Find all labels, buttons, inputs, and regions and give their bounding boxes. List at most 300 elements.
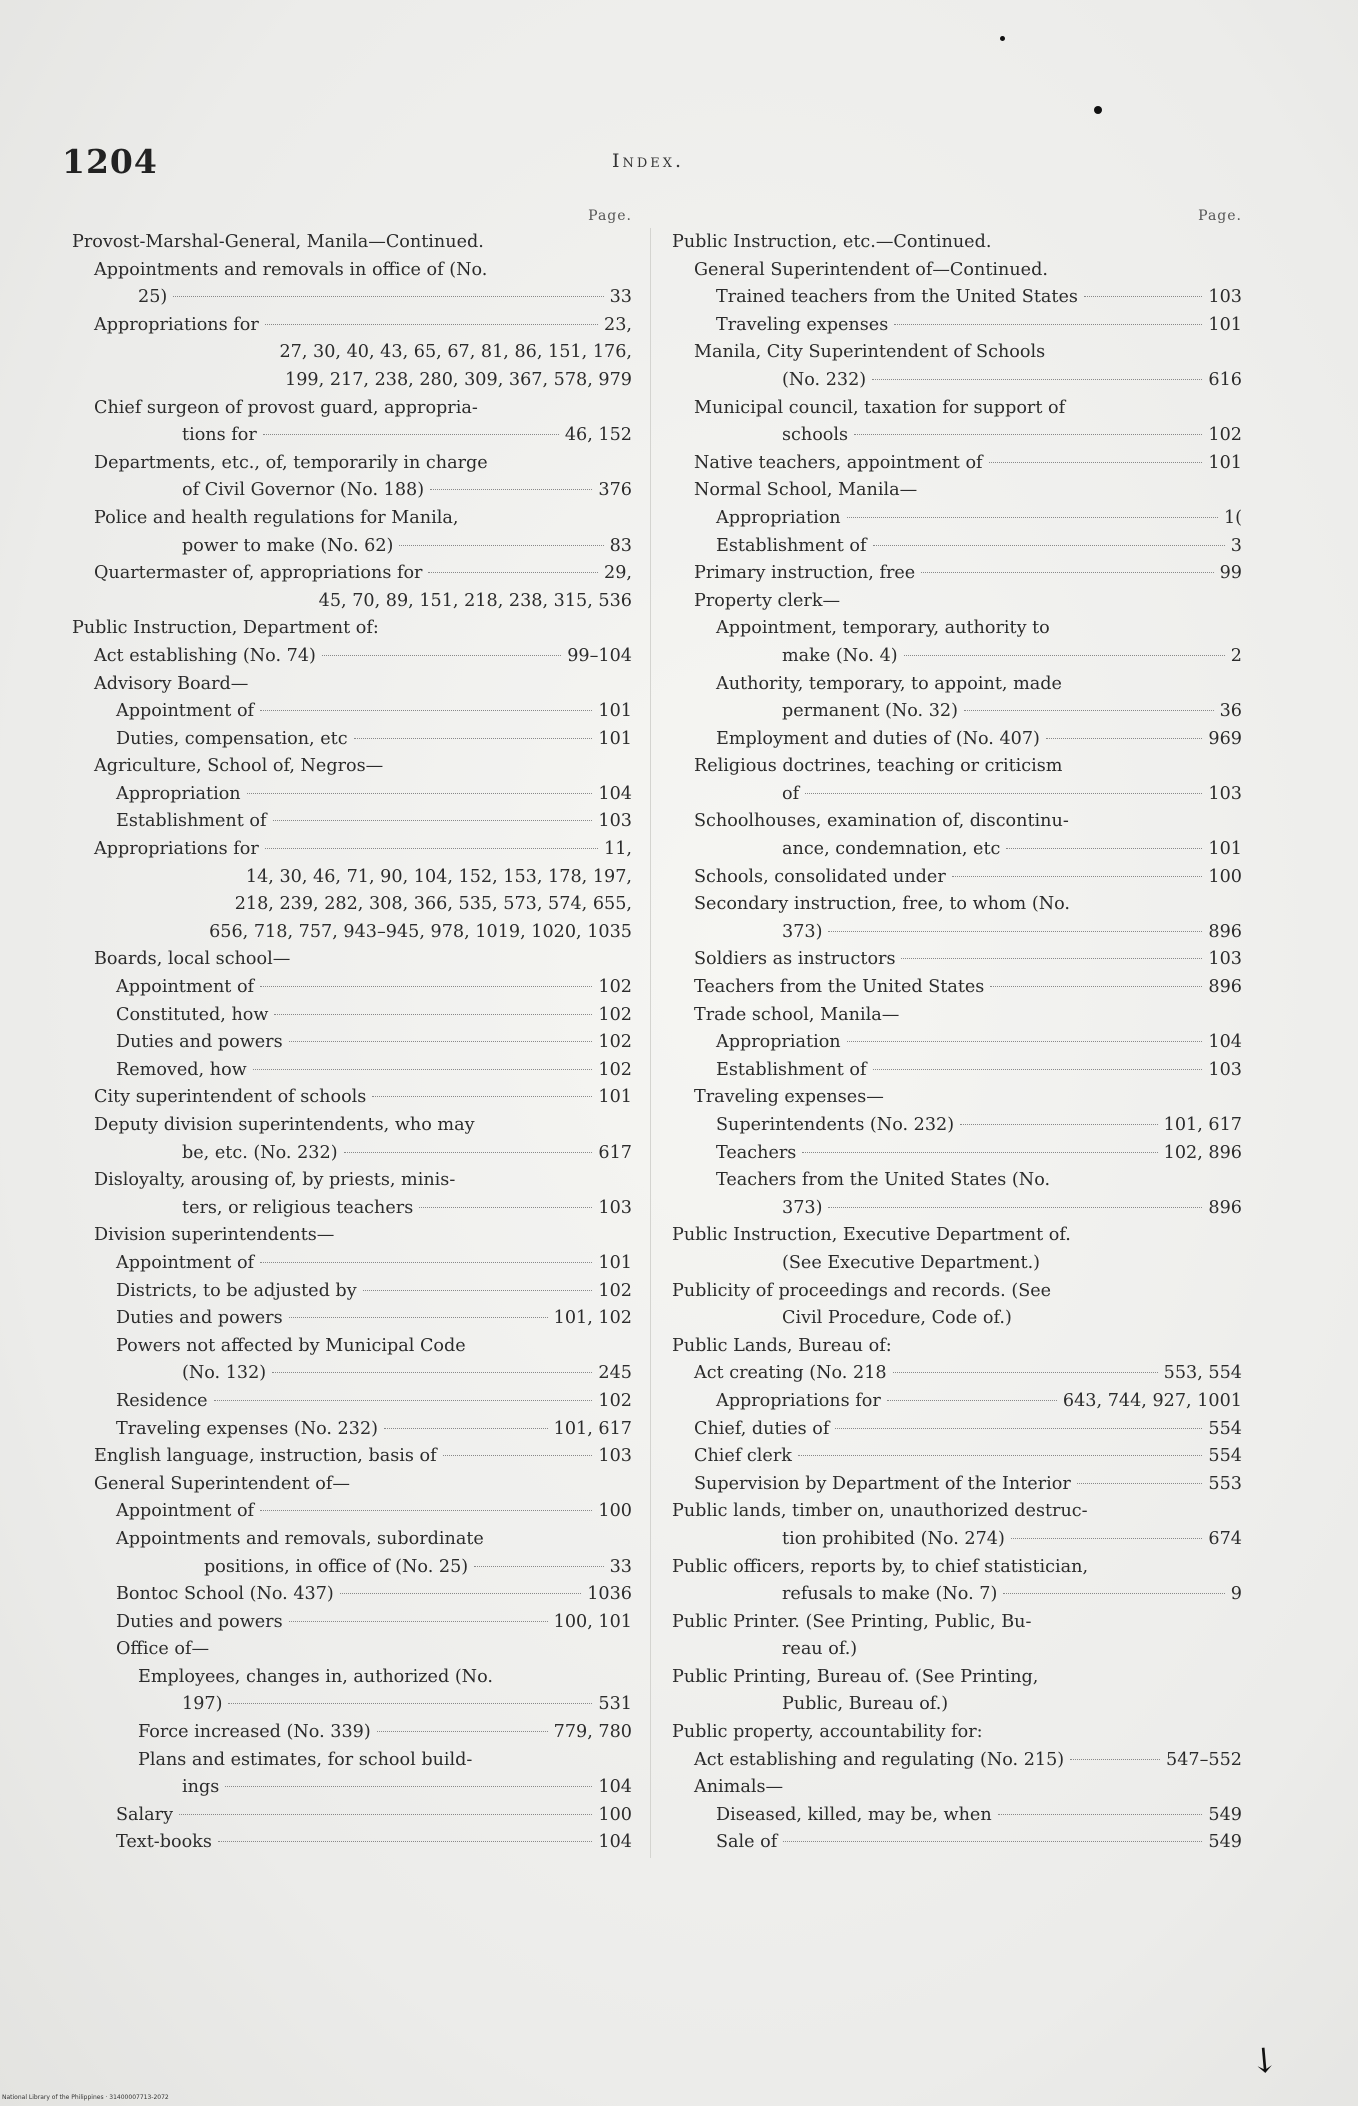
entry-text: Traveling expenses (No. 232) [116, 1418, 378, 1439]
entry-page-ref: 103 [598, 1446, 632, 1467]
dot-leader [964, 710, 1214, 711]
dot-leader [214, 1400, 593, 1401]
entry-text: (No. 232) [782, 369, 867, 390]
dot-leader [835, 1428, 1202, 1429]
index-entries-right [672, 229, 1242, 1857]
index-entry [672, 946, 1242, 974]
entry-page-ref: 101 [598, 1252, 632, 1273]
index-entry [672, 1002, 1242, 1030]
index-entry [72, 560, 632, 588]
dot-leader [873, 545, 1225, 546]
dot-leader [828, 931, 1202, 932]
entry-page-ref: 101 [1208, 314, 1242, 335]
entry-text: 656, 718, 757, 943–945, 978, 1019, 1020, 1035 [209, 921, 632, 942]
entry-text: of Civil Governor (No. 188) [182, 480, 425, 501]
entry-text: Appointment, temporary, authority to [716, 618, 1050, 639]
entry-page-ref: 643, 744, 927, 1001 [1062, 1390, 1242, 1411]
entry-page-ref: 100, 101 [553, 1611, 632, 1632]
corner-mark: ↘ [1240, 2035, 1289, 2085]
entry-text: Primary instruction, free [694, 563, 916, 584]
dot-leader [179, 1814, 592, 1815]
index-entry [672, 1305, 1242, 1333]
index-entry [672, 477, 1242, 505]
entry-text: Office of— [116, 1639, 210, 1660]
entry-text: tion prohibited (No. 274) [782, 1528, 1005, 1549]
index-entry [72, 1719, 632, 1747]
dot-leader [430, 489, 592, 490]
index-entry [72, 864, 632, 892]
running-head: Index. [612, 150, 685, 172]
entry-page-ref: 99 [1219, 563, 1242, 584]
entry-text: Act creating (No. 218 [694, 1363, 887, 1384]
entry-text: Establishment of [716, 1059, 867, 1080]
index-entry [72, 1691, 632, 1719]
index-entry [72, 1829, 632, 1857]
entry-text: Manila, City Superintendent of Schools [694, 342, 1046, 363]
entry-text: ance, condemnation, etc [782, 839, 1001, 860]
index-entry [672, 1526, 1242, 1554]
index-entry [672, 615, 1242, 643]
entry-page-ref: 101 [598, 728, 632, 749]
index-entry [672, 726, 1242, 754]
entry-text: Chief, duties of [694, 1418, 830, 1439]
dot-leader [952, 876, 1203, 877]
entry-text: Authority, temporary, to appoint, made [716, 673, 1062, 694]
entry-text: Force increased (No. 339) [138, 1722, 371, 1743]
dot-leader [340, 1593, 581, 1594]
entry-text: Duties, compensation, etc [116, 728, 348, 749]
entry-text: Public property, accountability for: [672, 1722, 983, 1743]
entry-page-ref: 102 [598, 1032, 632, 1053]
entry-page-ref: 549 [1208, 1832, 1242, 1853]
dot-leader [399, 545, 603, 546]
index-entry [72, 698, 632, 726]
entry-text: Powers not affected by Municipal Code [116, 1335, 466, 1356]
entry-text: Plans and estimates, for school build- [138, 1749, 473, 1770]
index-entry [672, 1029, 1242, 1057]
entry-text: Act establishing (No. 74) [94, 645, 316, 666]
entry-text: Public officers, reports by, to chief statistician, [672, 1556, 1089, 1577]
dot-leader [253, 1069, 593, 1070]
index-entry [672, 1774, 1242, 1802]
page-column-label: Page. [588, 208, 632, 224]
index-entry [72, 1278, 632, 1306]
entry-text: Agriculture, School of, Negros— [94, 756, 384, 777]
dot-leader [1006, 848, 1202, 849]
entry-page-ref: 103 [598, 811, 632, 832]
index-entry [672, 1140, 1242, 1168]
entry-text: Teachers [716, 1142, 797, 1163]
entry-text: refusals to make (No. 7) [782, 1584, 998, 1605]
entry-page-ref: 549 [1208, 1804, 1242, 1825]
dot-leader [218, 1841, 593, 1842]
entry-text: Appointment of [116, 1252, 255, 1273]
entry-text: Publicity of proceedings and records. (See [672, 1280, 1052, 1301]
dot-leader [260, 710, 592, 711]
index-entry [72, 974, 632, 1002]
entry-text: English language, instruction, basis of [94, 1446, 437, 1467]
entry-page-ref: 104 [598, 783, 632, 804]
index-entry [672, 1691, 1242, 1719]
index-entry [672, 257, 1242, 285]
entry-text: Appropriations for [94, 314, 259, 335]
entry-page-ref: 376 [598, 480, 632, 501]
dot-leader [904, 655, 1225, 656]
dot-leader [1084, 296, 1203, 297]
entry-page-ref: 102 [598, 1390, 632, 1411]
entry-page-ref: 99–104 [567, 645, 632, 666]
index-entry [672, 1333, 1242, 1361]
dot-leader [783, 1841, 1202, 1842]
index-entry [672, 1747, 1242, 1775]
dot-leader [990, 986, 1202, 987]
dot-leader [354, 738, 593, 739]
index-entry [72, 1581, 632, 1609]
dot-leader [1070, 1759, 1160, 1760]
index-entry [672, 808, 1242, 836]
index-entry [672, 1471, 1242, 1499]
index-entry [72, 1333, 632, 1361]
index-entry [72, 533, 632, 561]
dot-leader [998, 1814, 1203, 1815]
dot-leader [228, 1703, 592, 1704]
index-entry [72, 1498, 632, 1526]
index-entry [672, 1609, 1242, 1637]
index-entry [72, 919, 632, 947]
index-entry [72, 422, 632, 450]
dot-leader [419, 1207, 592, 1208]
index-entry [672, 229, 1242, 257]
entry-text: be, etc. (No. 232) [182, 1142, 338, 1163]
index-entry [72, 1388, 632, 1416]
index-entry [72, 1195, 632, 1223]
entry-text: Police and health regulations for Manila, [94, 507, 459, 528]
index-entry [672, 1581, 1242, 1609]
entry-text: positions, in office of (No. 25) [204, 1556, 469, 1577]
entry-text: Trained teachers from the United States [716, 287, 1078, 308]
entry-page-ref: 36 [1219, 701, 1242, 722]
entry-text: Traveling expenses [716, 314, 889, 335]
entry-page-ref: 103 [1208, 287, 1242, 308]
index-entry [672, 395, 1242, 423]
index-entry [72, 1002, 632, 1030]
entry-page-ref: 896 [1208, 1197, 1242, 1218]
index-entry [672, 891, 1242, 919]
ink-speck [1094, 106, 1102, 114]
entry-page-ref: 245 [598, 1363, 632, 1384]
dot-leader [960, 1124, 1158, 1125]
entry-text: Appropriation [716, 507, 841, 528]
index-entry [72, 1167, 632, 1195]
index-entry [72, 1747, 632, 1775]
entry-text: make (No. 4) [782, 645, 898, 666]
entry-page-ref: 1036 [587, 1584, 632, 1605]
entry-page-ref: 103 [1208, 1059, 1242, 1080]
entry-page-ref: 554 [1208, 1446, 1242, 1467]
entry-text: Public Printer. (See Printing, Public, Bu- [672, 1611, 1032, 1632]
dot-leader [260, 1510, 592, 1511]
index-entry [672, 1084, 1242, 1112]
entry-text: Property clerk— [694, 590, 841, 611]
entry-text: 199, 217, 238, 280, 309, 367, 578, 979 [285, 369, 632, 390]
dot-leader [873, 1069, 1203, 1070]
entry-text: 27, 30, 40, 43, 65, 67, 81, 86, 151, 176, [279, 342, 632, 363]
entry-text: Chief clerk [694, 1446, 792, 1467]
entry-page-ref: 101 [1208, 839, 1242, 860]
entry-page-ref: 103 [1208, 783, 1242, 804]
index-entry [672, 1195, 1242, 1223]
index-column-left [72, 208, 632, 1857]
dot-leader [802, 1152, 1157, 1153]
entry-text: reau of.) [782, 1639, 858, 1660]
index-entry [72, 395, 632, 423]
entry-text: General Superintendent of—Continued. [694, 259, 1048, 280]
dot-leader [263, 434, 559, 435]
entry-text: Appointments and removals in office of (No. [94, 259, 488, 280]
entry-text: 45, 70, 89, 151, 218, 238, 315, 536 [318, 590, 632, 611]
entry-text: Constituted, how [116, 1004, 269, 1025]
entry-text: (See Executive Department.) [782, 1252, 1041, 1273]
index-entry [72, 1222, 632, 1250]
entry-page-ref: 101, 617 [1163, 1115, 1242, 1135]
index-entry [672, 1829, 1242, 1857]
entry-page-ref: 100 [598, 1804, 632, 1825]
entry-text: Trade school, Manila— [694, 1004, 900, 1025]
page-number: 1204 [62, 142, 158, 181]
entry-text: Appointment of [116, 1501, 255, 1522]
index-entry [72, 1112, 632, 1140]
index-entry [672, 1388, 1242, 1416]
entry-page-ref: 617 [598, 1142, 632, 1163]
entry-page-ref: 102 [598, 1059, 632, 1080]
entry-page-ref: 101 [1208, 452, 1242, 473]
entry-page-ref: 103 [598, 1197, 632, 1218]
entry-page-ref: 33 [609, 287, 632, 308]
index-entry [672, 588, 1242, 616]
index-entry [672, 367, 1242, 395]
entry-page-ref: 102, 896 [1163, 1142, 1242, 1163]
dot-leader [805, 793, 1202, 794]
index-entry [72, 726, 632, 754]
index-entry [672, 1802, 1242, 1830]
index-entry [72, 891, 632, 919]
entry-text: Text-books [116, 1832, 212, 1853]
dot-leader [272, 1372, 592, 1373]
entry-text: Appropriation [116, 783, 241, 804]
entry-page-ref: 547–552 [1166, 1749, 1242, 1770]
index-entry [672, 974, 1242, 1002]
entry-text: Native teachers, appointment of [694, 452, 983, 473]
dot-leader [265, 324, 598, 325]
dot-leader [363, 1290, 593, 1291]
dot-leader [798, 1455, 1203, 1456]
entry-text: Quartermaster of, appropriations for [94, 563, 423, 584]
entry-text: 14, 30, 46, 71, 90, 104, 152, 153, 178, 197, [245, 866, 632, 887]
entry-text: Sale of [716, 1832, 778, 1853]
dot-leader [1046, 738, 1203, 739]
dot-leader [847, 1041, 1203, 1042]
entry-page-ref: 102 [598, 977, 632, 998]
entry-text: Public Lands, Bureau of: [672, 1335, 892, 1356]
entry-text: Soldiers as instructors [694, 949, 896, 970]
entry-text: Bontoc School (No. 437) [116, 1584, 334, 1605]
entry-text: power to make (No. 62) [182, 535, 394, 556]
entry-text: Deputy division superintendents, who may [94, 1115, 475, 1135]
index-entry [672, 1360, 1242, 1388]
index-entry [672, 1250, 1242, 1278]
dot-leader [474, 1566, 603, 1567]
entry-text: Public Instruction, Department of: [72, 618, 379, 639]
index-entry [672, 284, 1242, 312]
entry-text: schools [782, 425, 849, 446]
dot-leader [377, 1731, 548, 1732]
entry-page-ref: 102 [1208, 425, 1242, 446]
entry-page-ref: 101 [598, 701, 632, 722]
index-entry [72, 836, 632, 864]
index-entry [72, 588, 632, 616]
index-entry [72, 257, 632, 285]
index-entry [72, 1774, 632, 1802]
entry-text: Duties and powers [116, 1032, 283, 1053]
index-entry [672, 1057, 1242, 1085]
dot-leader [274, 1014, 592, 1015]
index-entry [672, 533, 1242, 561]
index-entry [72, 1057, 632, 1085]
entry-page-ref: 101 [598, 1087, 632, 1108]
index-entry [672, 339, 1242, 367]
index-entry [672, 1719, 1242, 1747]
index-entry [672, 753, 1242, 781]
entry-page-ref: 46, 152 [564, 425, 632, 446]
entry-text: tions for [182, 425, 257, 446]
entry-text: Religious doctrines, teaching or criticism [694, 756, 1063, 777]
index-entry [72, 477, 632, 505]
entry-text: Teachers from the United States (No. [716, 1170, 1051, 1191]
index-entry [72, 1360, 632, 1388]
dot-leader [921, 572, 1213, 573]
entry-text: Departments, etc., of, temporarily in charge [94, 452, 488, 473]
entry-text: Division superintendents— [94, 1225, 335, 1246]
dot-leader [322, 655, 561, 656]
index-entry [672, 1416, 1242, 1444]
dot-leader [901, 958, 1202, 959]
entry-text: Teachers from the United States [694, 977, 985, 998]
dot-leader [1003, 1593, 1224, 1594]
index-entry [72, 1084, 632, 1112]
entry-page-ref: 23, [604, 314, 632, 335]
index-entry [72, 643, 632, 671]
entry-text: Districts, to be adjusted by [116, 1280, 357, 1301]
entry-text: Employees, changes in, authorized (No. [138, 1666, 493, 1687]
dot-leader [847, 517, 1218, 518]
entry-page-ref: 779, 780 [553, 1722, 632, 1743]
index-entry [72, 808, 632, 836]
index-column-right [672, 208, 1242, 1857]
entry-page-ref: 9 [1230, 1584, 1242, 1605]
dot-leader [384, 1428, 548, 1429]
index-entry [672, 864, 1242, 892]
entry-page-ref: 100 [598, 1501, 632, 1522]
entry-text: Public Instruction, Executive Department of. [672, 1225, 1071, 1246]
entry-text: 373) [782, 1197, 823, 1218]
entry-page-ref: 674 [1208, 1528, 1242, 1549]
entry-text: Appropriations for [94, 839, 259, 860]
entry-text: Boards, local school— [94, 949, 291, 970]
index-entry [672, 643, 1242, 671]
entry-text: Appointments and removals, subordinate [116, 1528, 484, 1549]
entry-text: Residence [116, 1390, 208, 1411]
index-entry [672, 1278, 1242, 1306]
index-entry [672, 1443, 1242, 1471]
entry-text: (No. 132) [182, 1363, 267, 1384]
entry-text: Public Instruction, etc.—Continued. [672, 232, 992, 252]
dot-leader [344, 1152, 593, 1153]
entry-page-ref: 896 [1208, 921, 1242, 942]
index-entry [72, 1029, 632, 1057]
entry-text: Appropriations for [716, 1390, 881, 1411]
index-entry [672, 836, 1242, 864]
index-entry [72, 450, 632, 478]
entry-text: Civil Procedure, Code of.) [782, 1308, 1012, 1329]
index-entry [72, 753, 632, 781]
index-entry [72, 284, 632, 312]
entry-text: Diseased, killed, may be, when [716, 1804, 992, 1825]
entry-page-ref: 104 [1208, 1032, 1242, 1053]
entry-text: General Superintendent of— [94, 1473, 350, 1494]
entry-page-ref: 101, 102 [553, 1308, 632, 1329]
index-entry [72, 1609, 632, 1637]
index-entry [72, 1140, 632, 1168]
dot-leader [989, 462, 1203, 463]
dot-leader [1011, 1538, 1203, 1539]
index-entry [72, 229, 632, 257]
entry-page-ref: 101, 617 [553, 1418, 632, 1439]
index-entry [72, 1526, 632, 1554]
dot-leader [225, 1786, 592, 1787]
index-entry [672, 422, 1242, 450]
index-entry [72, 1636, 632, 1664]
dot-leader [247, 793, 593, 794]
dot-leader [265, 848, 598, 849]
index-entries-left [72, 229, 632, 1857]
entry-text: Appointment of [116, 701, 255, 722]
entry-page-ref: 3 [1230, 535, 1242, 556]
entry-page-ref: 29, [604, 563, 632, 584]
index-entry [672, 560, 1242, 588]
entry-page-ref: 1( [1223, 507, 1242, 528]
index-entry [672, 1554, 1242, 1582]
entry-text: Advisory Board— [94, 673, 249, 694]
entry-text: 373) [782, 921, 823, 942]
index-entry [672, 671, 1242, 699]
index-entry [72, 367, 632, 395]
entry-text: Disloyalty, arousing of, by priests, minis- [94, 1170, 456, 1191]
ink-speck [1000, 36, 1005, 41]
entry-text: ters, or religious teachers [182, 1197, 414, 1218]
entry-text: Public lands, timber on, unauthorized destruc- [672, 1501, 1088, 1522]
entry-page-ref: 83 [609, 535, 632, 556]
entry-text: Superintendents (No. 232) [716, 1115, 955, 1135]
footer-credit: National Library of the Philippines · 31400007713-2072 [2, 2094, 169, 2101]
entry-text: Animals— [694, 1777, 784, 1798]
dot-leader [443, 1455, 593, 1456]
entry-text: Salary [116, 1804, 174, 1825]
entry-page-ref: 102 [598, 1004, 632, 1025]
dot-leader [273, 820, 593, 821]
index-entry [72, 1305, 632, 1333]
entry-text: Act establishing and regulating (No. 215) [694, 1749, 1065, 1770]
dot-leader [872, 379, 1202, 380]
